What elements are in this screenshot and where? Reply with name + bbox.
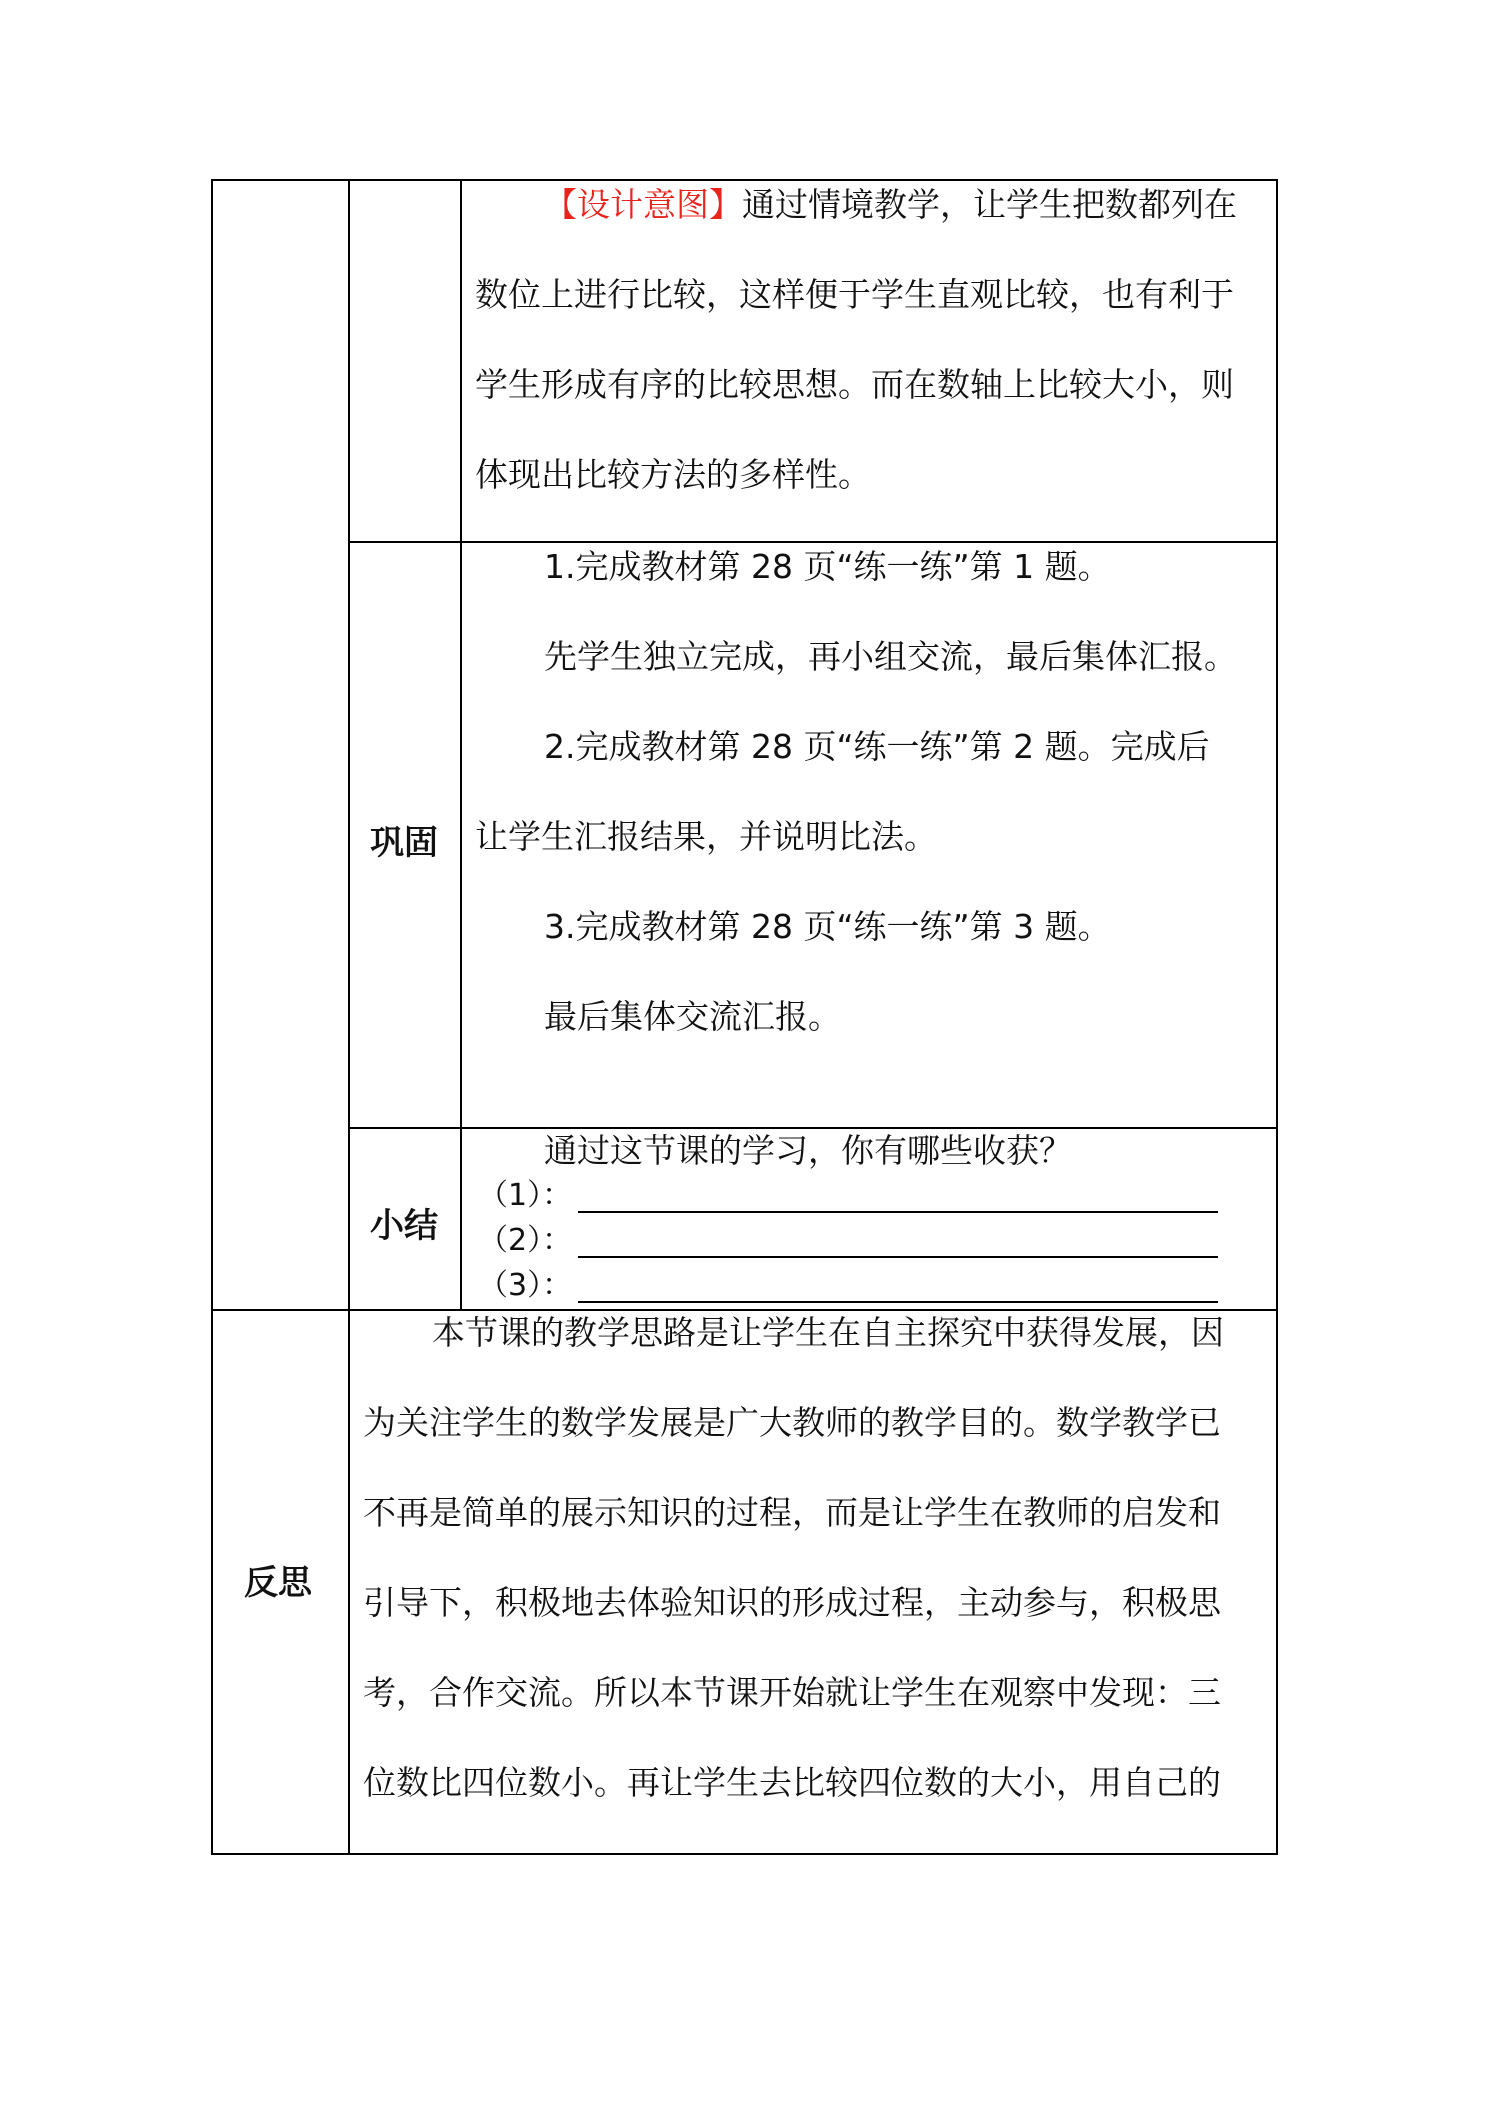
column-divider-2 — [460, 179, 462, 1310]
summary-item-3: （3）： — [478, 1268, 573, 1303]
table-border-right — [1276, 179, 1278, 1855]
summary-item-1: （1）： — [478, 1178, 573, 1213]
consolidate-label: 巩固 — [370, 823, 438, 863]
design-intent-line-3: 学生形成有序的比较思想。而在数轴上比较大小，则 — [475, 365, 1234, 404]
summary-blank-3[interactable] — [578, 1301, 1218, 1303]
reflection-line-2: 为关注学生的数学发展是广大教师的教学目的。数学教学已 — [363, 1403, 1221, 1442]
consolidate-line-1: 1.完成教材第 28 页“练一练”第 1 题。 — [544, 547, 1111, 586]
consolidate-line-6: 最后集体交流汇报。 — [544, 997, 841, 1036]
row-divider-2 — [348, 1127, 1278, 1129]
reflection-line-6: 位数比四位数小。再让学生去比较四位数的大小，用自己的 — [363, 1763, 1221, 1802]
reflection-line-4: 引导下，积极地去体验知识的形成过程，主动参与，积极思 — [363, 1583, 1221, 1622]
consolidate-line-4: 让学生汇报结果，并说明比法。 — [475, 817, 937, 856]
reflection-line-3: 不再是简单的展示知识的过程，而是让学生在教师的启发和 — [363, 1493, 1221, 1532]
design-intent-label: 【设计意图】 — [544, 185, 742, 224]
reflection-label: 反思 — [244, 1563, 312, 1603]
summary-label: 小结 — [370, 1206, 438, 1246]
summary-blank-2[interactable] — [578, 1256, 1218, 1258]
summary-question: 通过这节课的学习，你有哪些收获？ — [544, 1131, 1072, 1170]
table-border-left — [211, 179, 213, 1855]
design-intent-line-4: 体现出比较方法的多样性。 — [475, 455, 871, 494]
row-divider-3 — [211, 1309, 1278, 1311]
design-intent-line-1: 【设计意图】通过情境教学，让学生把数都列在 — [544, 185, 1237, 224]
design-intent-line-2: 数位上进行比较，这样便于学生直观比较，也有利于 — [475, 275, 1234, 314]
summary-item-2: （2）： — [478, 1223, 573, 1258]
row-divider-1 — [348, 541, 1278, 543]
table-border-bottom — [211, 1853, 1278, 1855]
consolidate-line-3: 2.完成教材第 28 页“练一练”第 2 题。完成后 — [544, 727, 1210, 766]
summary-blank-1[interactable] — [578, 1211, 1218, 1213]
column-divider-1 — [348, 179, 350, 1855]
reflection-line-1: 本节课的教学思路是让学生在自主探究中获得发展，因 — [432, 1313, 1224, 1352]
consolidate-line-2: 先学生独立完成，再小组交流，最后集体汇报。 — [544, 637, 1237, 676]
reflection-line-5: 考，合作交流。所以本节课开始就让学生在观察中发现：三 — [363, 1673, 1221, 1712]
consolidate-line-5: 3.完成教材第 28 页“练一练”第 3 题。 — [544, 907, 1111, 946]
table-border-top — [211, 179, 1278, 181]
